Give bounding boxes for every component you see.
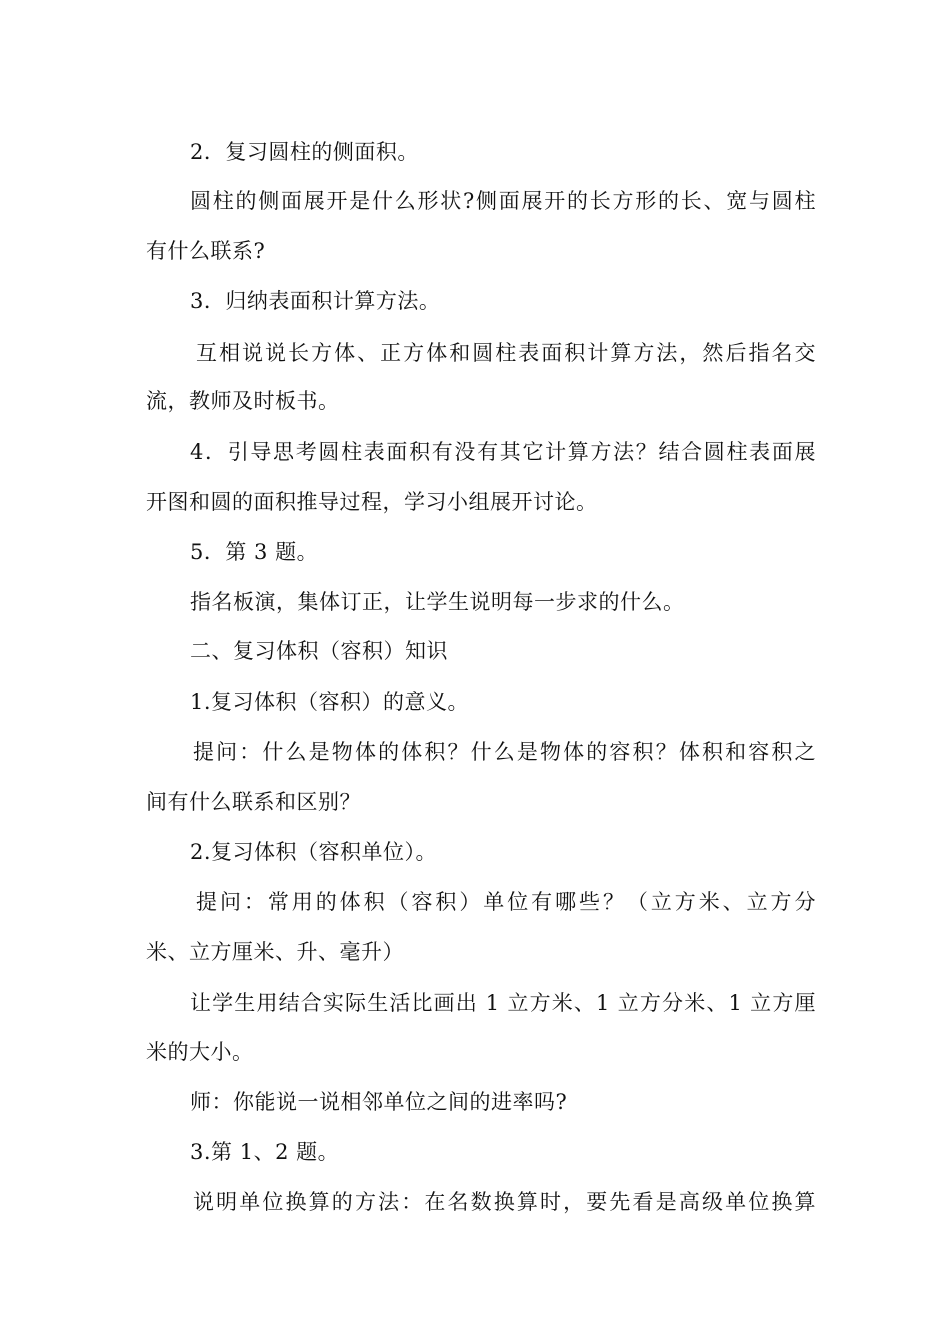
item-3-heading: 3．归纳表面积计算方法。 xyxy=(190,289,441,313)
paragraph-line: 有什么联系? xyxy=(146,239,266,263)
paragraph-line: 互相说说长方体、正方体和圆柱表面积计算方法，然后指名交 xyxy=(196,341,816,365)
paragraph-line: 说明单位换算的方法：在名数换算时，要先看是高级单位换算 xyxy=(193,1190,816,1214)
section-heading: 二、复习体积（容积）知识 xyxy=(190,639,448,663)
item-1-heading: 1.复习体积（容积）的意义。 xyxy=(190,690,470,714)
paragraph-line: 流，教师及时板书。 xyxy=(146,389,340,413)
paragraph-line: 开图和圆的面积推导过程，学习小组展开讨论。 xyxy=(146,490,598,514)
item-2-heading: 2．复习圆柱的侧面积。 xyxy=(190,140,419,164)
item-5-heading: 5．第 3 题。 xyxy=(190,540,319,564)
paragraph-line: 米、立方厘米、升、毫升） xyxy=(146,940,404,964)
paragraph-line: 提问：常用的体积（容积）单位有哪些？（立方米、立方分 xyxy=(196,890,816,914)
item-4-heading: 4．引导思考圆柱表面积有没有其它计算方法？结合圆柱表面展 xyxy=(190,440,816,464)
paragraph-line: 指名板演，集体订正，让学生说明每一步求的什么。 xyxy=(190,590,685,614)
paragraph-line: 圆柱的侧面展开是什么形状?侧面展开的长方形的长、宽与圆柱 xyxy=(190,189,816,213)
paragraph-line: 师：你能说一说相邻单位之间的进率吗? xyxy=(190,1090,568,1114)
item-3-heading: 3.第 1、2 题。 xyxy=(190,1140,340,1164)
paragraph-line: 间有什么联系和区别？ xyxy=(146,790,361,814)
item-2-heading: 2.复习体积（容积单位）。 xyxy=(190,840,438,864)
paragraph-line: 米的大小。 xyxy=(146,1040,254,1064)
paragraph-line: 让学生用结合实际生活比画出 1 立方米、1 立方分米、1 立方厘 xyxy=(190,991,816,1015)
paragraph-line: 提问：什么是物体的体积？什么是物体的容积？体积和容积之 xyxy=(193,740,816,764)
